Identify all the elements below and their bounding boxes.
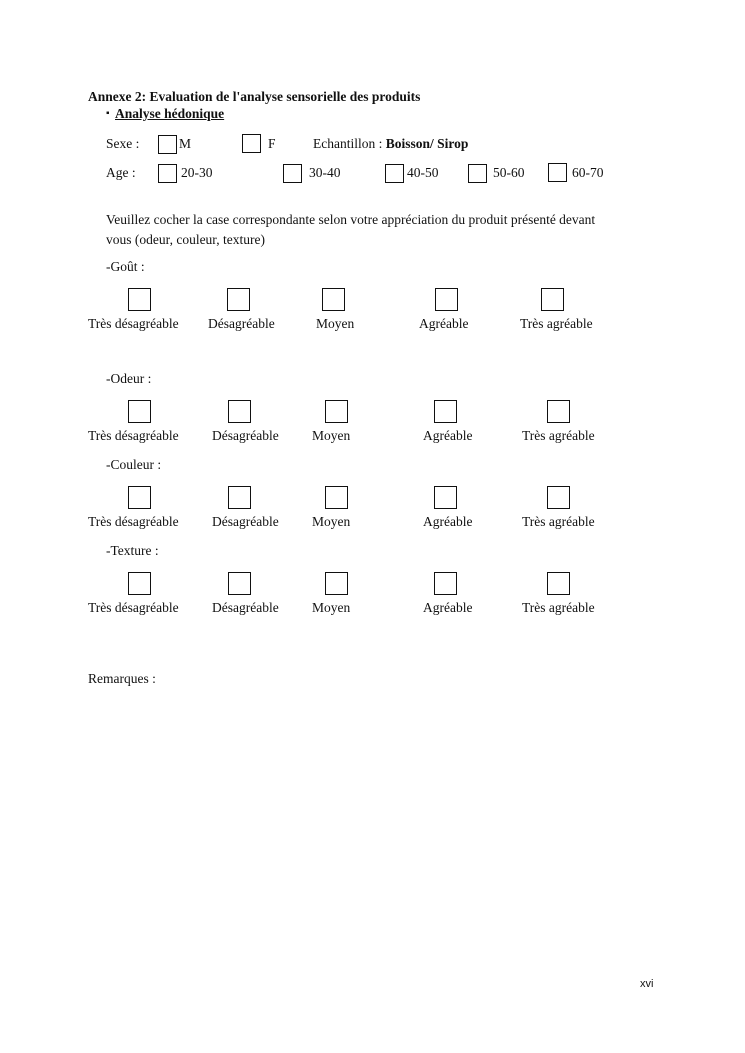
texture-tres-desagreable-label: Très désagréable xyxy=(88,600,179,615)
couleur-desagreable-label: Désagréable xyxy=(212,514,279,529)
odeur-tres-agreable-checkbox[interactable] xyxy=(547,400,570,423)
couleur-desagreable-checkbox[interactable] xyxy=(228,486,251,509)
sexe-label: Sexe : xyxy=(106,136,140,151)
echantillon-value: Boisson/ Sirop xyxy=(385,136,469,151)
odeur-tres-desagreable-checkbox[interactable] xyxy=(128,400,151,423)
odeur-agreable-checkbox[interactable] xyxy=(434,400,457,423)
echantillon-field xyxy=(313,136,468,152)
texture-agreable-label: Agréable xyxy=(423,600,473,615)
gout-tres-desagreable-checkbox[interactable] xyxy=(128,288,151,311)
remarks-label: Remarques : xyxy=(88,671,156,686)
age-30-40-label: 30-40 xyxy=(309,165,341,180)
texture-tres-desagreable-checkbox[interactable] xyxy=(128,572,151,595)
couleur-moyen-checkbox[interactable] xyxy=(325,486,348,509)
texture-tres-agreable-label: Très agréable xyxy=(522,600,595,615)
document-title: Annexe 2: Evaluation de l'analyse sensorielle des produits xyxy=(88,89,421,104)
couleur-tres-agreable-label: Très agréable xyxy=(522,514,595,529)
age-60-70-checkbox[interactable] xyxy=(548,163,567,182)
couleur-moyen-label: Moyen xyxy=(312,514,351,529)
gout-agreable-checkbox[interactable] xyxy=(435,288,458,311)
texture-agreable-checkbox[interactable] xyxy=(434,572,457,595)
page-number: xvi xyxy=(640,978,654,990)
odeur-agreable-label: Agréable xyxy=(423,428,473,443)
echantillon-label: Echantillon : xyxy=(313,136,386,151)
section-subtitle: Analyse hédonique xyxy=(115,106,225,121)
age-20-30-checkbox[interactable] xyxy=(158,164,177,183)
instructions-line-2: vous (odeur, couleur, texture) xyxy=(106,232,265,247)
odeur-tres-desagreable-label: Très désagréable xyxy=(88,428,179,443)
gout-section-label: -Goût : xyxy=(106,259,145,274)
gout-desagreable-label: Désagréable xyxy=(208,316,275,331)
age-40-50-label: 40-50 xyxy=(407,165,439,180)
sexe-f-label: F xyxy=(268,136,276,151)
odeur-desagreable-checkbox[interactable] xyxy=(228,400,251,423)
odeur-moyen-label: Moyen xyxy=(312,428,351,443)
couleur-tres-desagreable-checkbox[interactable] xyxy=(128,486,151,509)
couleur-tres-agreable-checkbox[interactable] xyxy=(547,486,570,509)
texture-desagreable-label: Désagréable xyxy=(212,600,279,615)
couleur-section-label: -Couleur : xyxy=(106,457,162,472)
odeur-desagreable-label: Désagréable xyxy=(212,428,279,443)
age-20-30-label: 20-30 xyxy=(181,165,213,180)
gout-moyen-label: Moyen xyxy=(316,316,355,331)
odeur-moyen-checkbox[interactable] xyxy=(325,400,348,423)
couleur-tres-desagreable-label: Très désagréable xyxy=(88,514,179,529)
sexe-m-label: M xyxy=(179,136,192,151)
odeur-section-label: -Odeur : xyxy=(106,371,152,386)
gout-desagreable-checkbox[interactable] xyxy=(227,288,250,311)
texture-desagreable-checkbox[interactable] xyxy=(228,572,251,595)
couleur-agreable-checkbox[interactable] xyxy=(434,486,457,509)
gout-tres-agreable-checkbox[interactable] xyxy=(541,288,564,311)
age-30-40-checkbox[interactable] xyxy=(283,164,302,183)
texture-moyen-label: Moyen xyxy=(312,600,351,615)
odeur-tres-agreable-label: Très agréable xyxy=(522,428,595,443)
gout-tres-desagreable-label: Très désagréable xyxy=(88,316,179,331)
age-label: Age : xyxy=(106,165,136,180)
sexe-m-checkbox[interactable] xyxy=(158,135,177,154)
gout-tres-agreable-label: Très agréable xyxy=(520,316,593,331)
age-40-50-checkbox[interactable] xyxy=(385,164,404,183)
texture-section-label: -Texture : xyxy=(106,543,159,558)
age-50-60-checkbox[interactable] xyxy=(468,164,487,183)
sexe-f-checkbox[interactable] xyxy=(242,134,261,153)
instructions-line-1: Veuillez cocher la case correspondante selon votre appréciation du produit présenté devant xyxy=(106,212,596,227)
age-50-60-label: 50-60 xyxy=(493,165,525,180)
texture-tres-agreable-checkbox[interactable] xyxy=(547,572,570,595)
couleur-agreable-label: Agréable xyxy=(423,514,473,529)
age-60-70-label: 60-70 xyxy=(572,165,604,180)
bullet-icon: ▪ xyxy=(106,108,110,119)
gout-moyen-checkbox[interactable] xyxy=(322,288,345,311)
gout-agreable-label: Agréable xyxy=(419,316,469,331)
texture-moyen-checkbox[interactable] xyxy=(325,572,348,595)
